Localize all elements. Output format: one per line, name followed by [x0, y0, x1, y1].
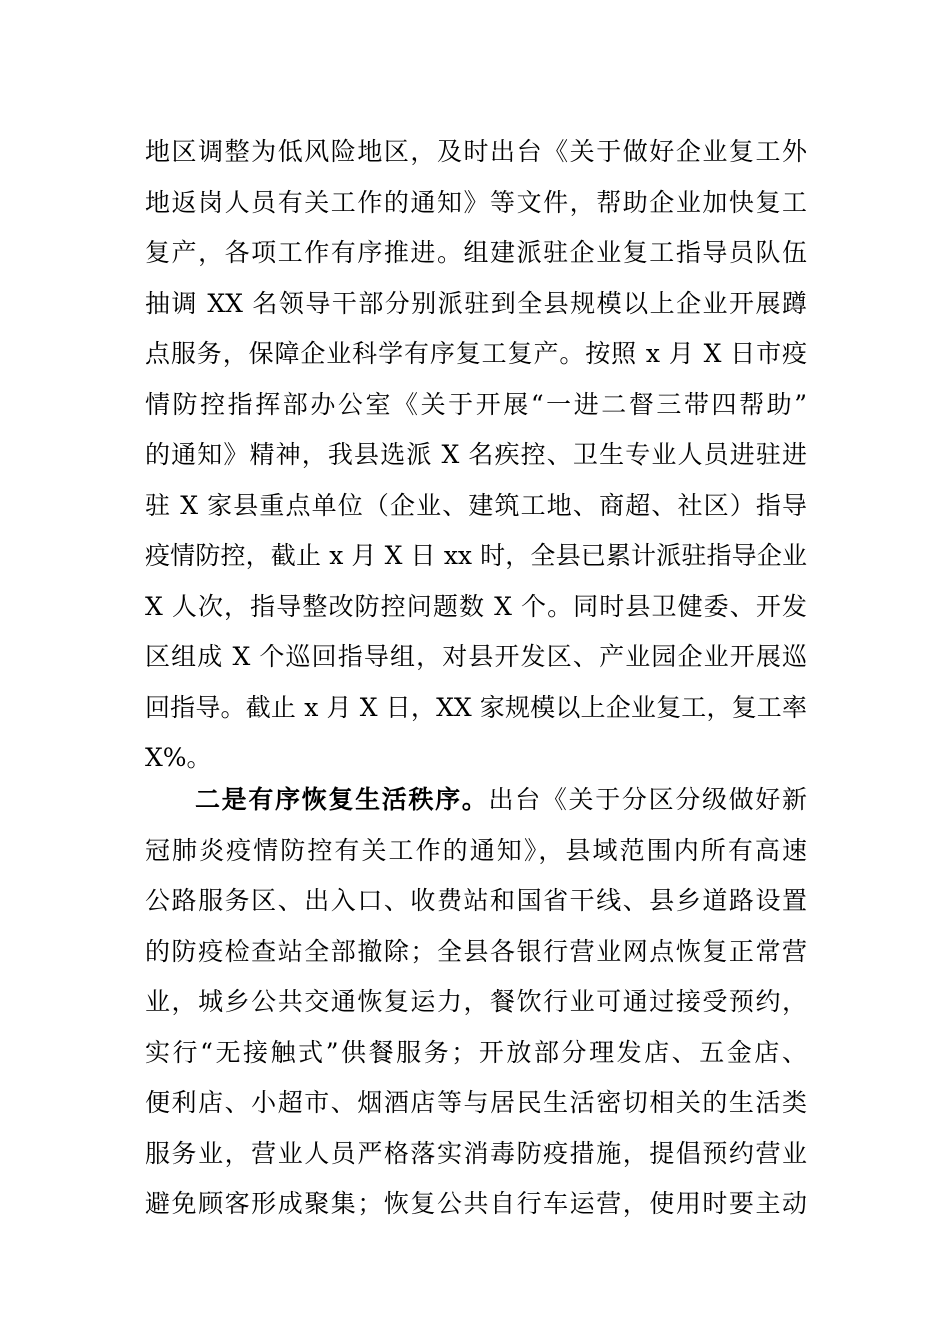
paragraph-2-first-line-rest: 出台《关于分区分级做好新: [488, 785, 807, 814]
paragraph-1-line: 疫情防控，截止 x 月 X 日 xx 时，全县已累计派驻指导企业: [145, 541, 807, 570]
paragraph-1-line: 抽调 XX 名领导干部分别派驻到全县规模以上企业开展蹲: [145, 289, 807, 318]
paragraph-1-line: X%。: [145, 743, 212, 772]
paragraph-1-line: 情防控指挥部办公室《关于开展“一进二督三带四帮助”: [145, 390, 807, 419]
paragraph-1-line: 地返岗人员有关工作的通知》等文件，帮助企业加快复工: [145, 188, 807, 217]
paragraph-2-lead: 二是有序恢复生活秩序。: [195, 785, 489, 814]
paragraph-2-line: 业，城乡公共交通恢复运力，餐饮行业可通过接受预约，: [145, 987, 807, 1016]
paragraph-2-line: 公路服务区、出入口、收费站和国省干线、县乡道路设置: [145, 886, 807, 915]
paragraph-1-line: 地区调整为低风险地区，及时出台《关于做好企业复工外: [145, 137, 807, 166]
paragraph-1-line: 的通知》精神，我县选派 X 名疾控、卫生专业人员进驻进: [145, 440, 807, 469]
paragraph-2-line: 避免顾客形成聚集；恢复公共自行车运营，使用时要主动: [145, 1189, 807, 1218]
paragraph-2-line: 实行“无接触式”供餐服务；开放部分理发店、五金店、: [145, 1038, 807, 1067]
paragraph-2-line: 便利店、小超市、烟酒店等与居民生活密切相关的生活类: [145, 1088, 807, 1117]
paragraph-1-line: X 人次，指导整改防控问题数 X 个。同时县卫健委、开发: [145, 592, 807, 621]
paragraph-1-line: 驻 X 家县重点单位（企业、建筑工地、商超、社区）指导: [145, 491, 807, 520]
paragraph-2-line: 服务业，营业人员严格落实消毒防疫措施，提倡预约营业: [145, 1139, 807, 1168]
paragraph-2-first-line: [145, 782, 807, 818]
paragraph-1-line: 点服务，保障企业科学有序复工复产。按照 x 月 X 日市疫: [145, 339, 807, 368]
paragraph-2-line: 的防疫检查站全部撤除；全县各银行营业网点恢复正常营: [145, 937, 807, 966]
paragraph-1-line: 回指导。截止 x 月 X 日，XX 家规模以上企业复工，复工率: [145, 693, 807, 722]
paragraph-2-line: 冠肺炎疫情防控有关工作的通知》，县域范围内所有高速: [145, 836, 807, 865]
paragraph-1-line: 区组成 X 个巡回指导组，对县开发区、产业园企业开展巡: [145, 642, 807, 671]
paragraph-1-line: 复产，各项工作有序推进。组建派驻企业复工指导员队伍: [145, 238, 807, 267]
